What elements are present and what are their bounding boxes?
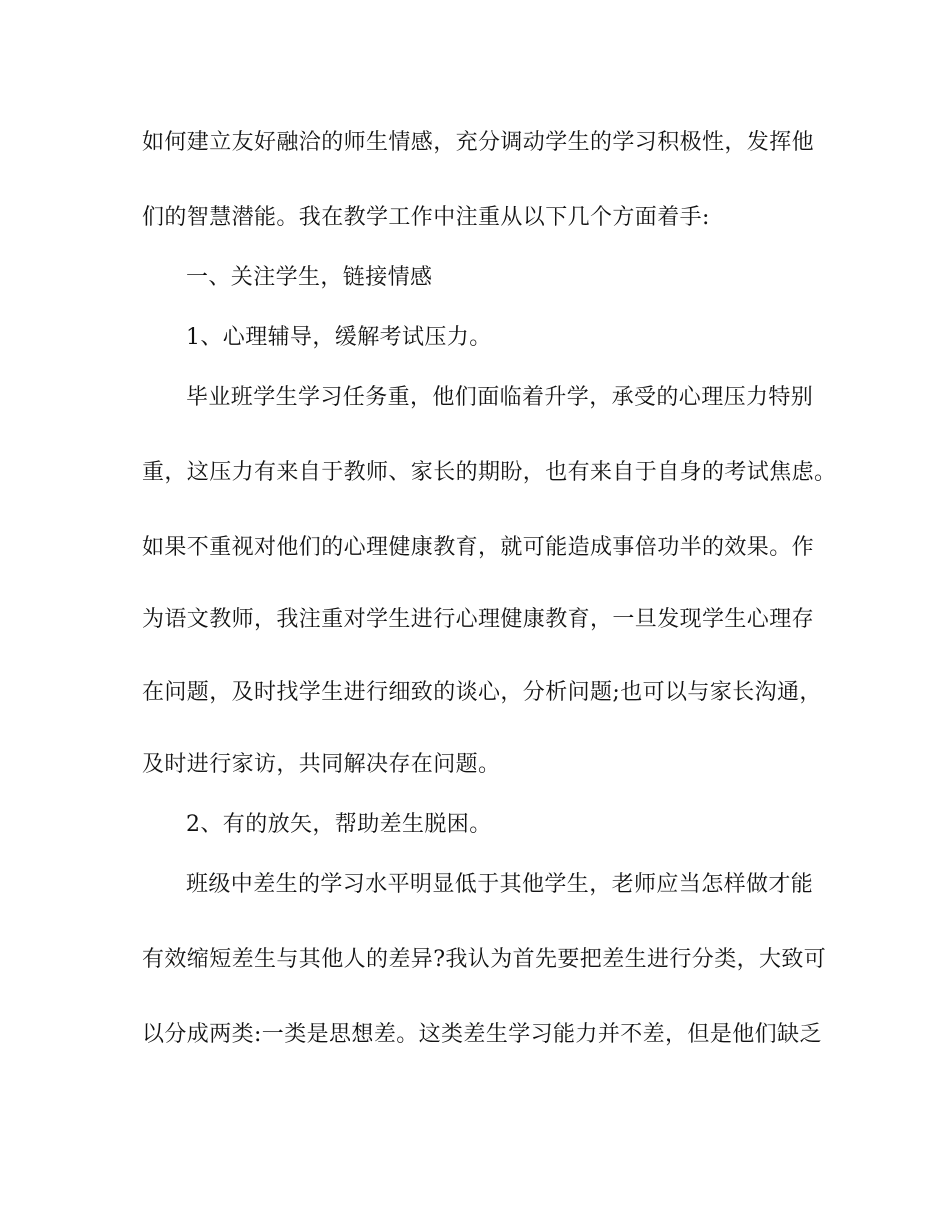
paragraph-line: 为语文教师，我注重对学生进行心理健康教育，一旦发现学生心理存 — [142, 607, 815, 632]
section-heading: 一、关注学生，链接情感 — [186, 265, 433, 290]
paragraph-line: 们的智慧潜能。我在教学工作中注重从以下几个方面着手: — [142, 205, 710, 230]
paragraph-line: 如何建立友好融洽的师生情感，充分调动学生的学习积极性，发挥他 — [142, 130, 815, 155]
paragraph-line: 有效缩短差生与其他人的差异?我认为首先要把差生进行分类，大致可 — [142, 947, 827, 972]
subsection-heading: 2、有的放矢，帮助差生脱困。 — [186, 812, 492, 837]
paragraph-line: 班级中差生的学习水平明显低于其他学生，老师应当怎样做才能 — [186, 872, 814, 897]
paragraph-line: 毕业班学生学习任务重，他们面临着升学，承受的心理压力特别 — [186, 385, 814, 410]
paragraph-line: 以分成两类:一类是思想差。这类差生学习能力并不差，但是他们缺乏 — [142, 1022, 822, 1047]
subsection-heading: 1、心理辅导，缓解考试压力。 — [186, 325, 492, 350]
paragraph-line: 在问题，及时找学生进行细致的谈心，分析问题;也可以与家长沟通， — [142, 680, 822, 705]
paragraph-line: 如果不重视对他们的心理健康教育，就可能造成事倍功半的效果。作 — [142, 535, 815, 560]
paragraph-line: 及时进行家访，共同解决存在问题。 — [142, 752, 501, 777]
paragraph-line: 重，这压力有来自于教师、家长的期盼，也有来自于自身的考试焦虑。 — [142, 460, 837, 485]
